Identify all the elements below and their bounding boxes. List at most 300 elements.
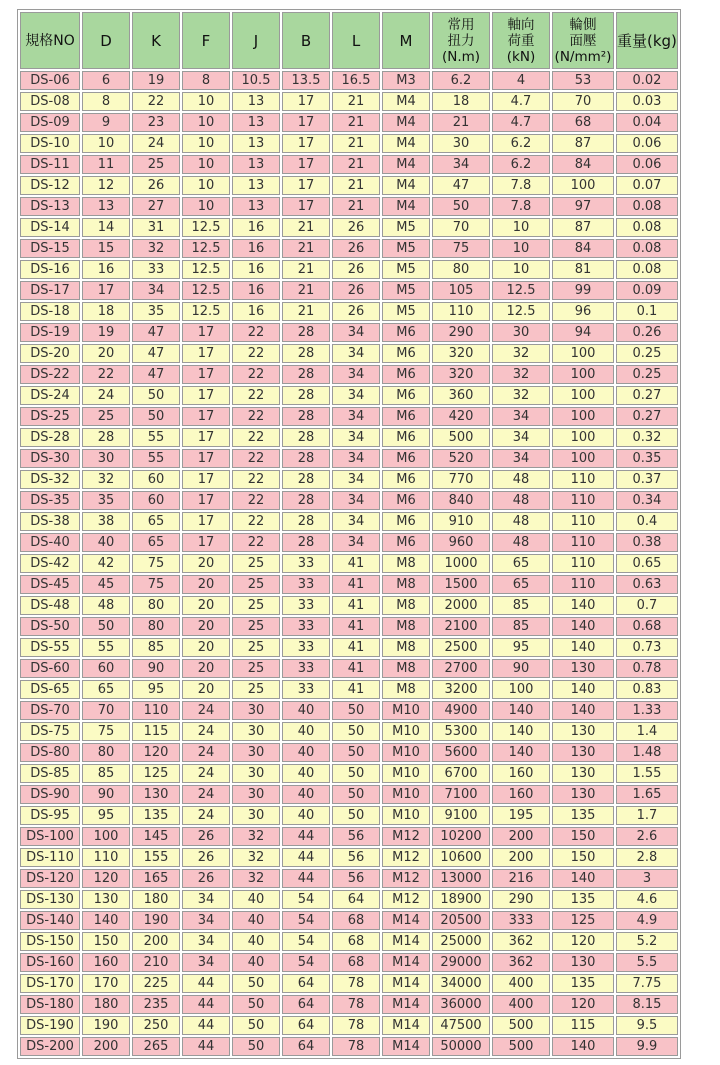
cell-side-pressure: 125 [552, 911, 614, 930]
cell-side-pressure: 110 [552, 470, 614, 489]
cell-b: 17 [282, 92, 330, 111]
cell-k: 130 [132, 785, 180, 804]
cell-weight: 0.37 [616, 470, 678, 489]
cell-torque: 75 [432, 239, 490, 258]
cell-spec-no: DS-40 [20, 533, 80, 552]
cell-f: 24 [182, 743, 230, 762]
cell-weight: 9.9 [616, 1037, 678, 1056]
cell-axial-load: 65 [492, 554, 550, 573]
cell-d: 12 [82, 176, 130, 195]
cell-weight: 0.07 [616, 176, 678, 195]
cell-k: 34 [132, 281, 180, 300]
cell-m: M4 [382, 176, 430, 195]
table-row [20, 512, 678, 531]
cell-d: 130 [82, 890, 130, 909]
cell-side-pressure: 70 [552, 92, 614, 111]
cell-spec-no: DS-17 [20, 281, 80, 300]
cell-j: 30 [232, 701, 280, 720]
cell-j: 16 [232, 218, 280, 237]
cell-side-pressure: 100 [552, 449, 614, 468]
cell-f: 10 [182, 155, 230, 174]
table-row [20, 1016, 678, 1035]
cell-weight: 0.08 [616, 239, 678, 258]
cell-j: 25 [232, 596, 280, 615]
cell-d: 50 [82, 617, 130, 636]
cell-b: 28 [282, 533, 330, 552]
cell-spec-no: DS-28 [20, 428, 80, 447]
cell-axial-load: 216 [492, 869, 550, 888]
cell-spec-no: DS-24 [20, 386, 80, 405]
cell-m: M6 [382, 386, 430, 405]
cell-k: 265 [132, 1037, 180, 1056]
cell-axial-load: 10 [492, 218, 550, 237]
cell-f: 10 [182, 197, 230, 216]
cell-axial-load: 160 [492, 785, 550, 804]
cell-m: M8 [382, 680, 430, 699]
cell-axial-load: 48 [492, 512, 550, 531]
table-row [20, 491, 678, 510]
cell-weight: 0.09 [616, 281, 678, 300]
cell-weight: 0.08 [616, 218, 678, 237]
cell-axial-load: 362 [492, 953, 550, 972]
cell-l: 50 [332, 785, 380, 804]
cell-spec-no: DS-16 [20, 260, 80, 279]
cell-d: 9 [82, 113, 130, 132]
cell-b: 33 [282, 575, 330, 594]
cell-axial-load: 90 [492, 659, 550, 678]
cell-j: 25 [232, 617, 280, 636]
cell-spec-no: DS-15 [20, 239, 80, 258]
cell-b: 28 [282, 491, 330, 510]
cell-b: 28 [282, 449, 330, 468]
cell-m: M4 [382, 155, 430, 174]
cell-b: 21 [282, 218, 330, 237]
cell-k: 190 [132, 911, 180, 930]
cell-side-pressure: 120 [552, 995, 614, 1014]
cell-weight: 0.7 [616, 596, 678, 615]
cell-f: 17 [182, 344, 230, 363]
cell-torque: 21 [432, 113, 490, 132]
cell-m: M6 [382, 407, 430, 426]
cell-l: 41 [332, 659, 380, 678]
cell-axial-load: 500 [492, 1037, 550, 1056]
cell-torque: 34000 [432, 974, 490, 993]
cell-j: 22 [232, 323, 280, 342]
header-l: L [332, 12, 380, 69]
cell-spec-no: DS-60 [20, 659, 80, 678]
cell-weight: 1.4 [616, 722, 678, 741]
cell-k: 200 [132, 932, 180, 951]
table-row [20, 407, 678, 426]
cell-l: 21 [332, 155, 380, 174]
cell-axial-load: 6.2 [492, 155, 550, 174]
cell-d: 200 [82, 1037, 130, 1056]
cell-d: 30 [82, 449, 130, 468]
cell-l: 21 [332, 176, 380, 195]
cell-f: 20 [182, 575, 230, 594]
cell-l: 34 [332, 449, 380, 468]
cell-m: M8 [382, 575, 430, 594]
cell-torque: 50000 [432, 1037, 490, 1056]
cell-l: 50 [332, 806, 380, 825]
cell-m: M14 [382, 953, 430, 972]
cell-weight: 1.55 [616, 764, 678, 783]
cell-m: M6 [382, 470, 430, 489]
cell-l: 41 [332, 596, 380, 615]
cell-weight: 2.6 [616, 827, 678, 846]
cell-weight: 1.7 [616, 806, 678, 825]
cell-j: 13 [232, 176, 280, 195]
cell-k: 23 [132, 113, 180, 132]
cell-torque: 910 [432, 512, 490, 531]
cell-spec-no: DS-170 [20, 974, 80, 993]
cell-spec-no: DS-190 [20, 1016, 80, 1035]
cell-spec-no: DS-13 [20, 197, 80, 216]
cell-j: 40 [232, 953, 280, 972]
cell-side-pressure: 68 [552, 113, 614, 132]
cell-axial-load: 34 [492, 428, 550, 447]
cell-f: 10 [182, 113, 230, 132]
cell-f: 20 [182, 659, 230, 678]
cell-f: 10 [182, 92, 230, 111]
cell-weight: 1.33 [616, 701, 678, 720]
cell-d: 10 [82, 134, 130, 153]
cell-torque: 1000 [432, 554, 490, 573]
cell-j: 22 [232, 344, 280, 363]
cell-b: 21 [282, 239, 330, 258]
cell-l: 50 [332, 743, 380, 762]
cell-torque: 30 [432, 134, 490, 153]
cell-k: 19 [132, 71, 180, 90]
cell-k: 235 [132, 995, 180, 1014]
cell-f: 20 [182, 554, 230, 573]
cell-j: 22 [232, 386, 280, 405]
cell-j: 22 [232, 470, 280, 489]
cell-d: 20 [82, 344, 130, 363]
cell-side-pressure: 140 [552, 701, 614, 720]
cell-k: 80 [132, 596, 180, 615]
cell-weight: 0.4 [616, 512, 678, 531]
cell-m: M6 [382, 428, 430, 447]
cell-spec-no: DS-10 [20, 134, 80, 153]
cell-m: M4 [382, 113, 430, 132]
table-row [20, 533, 678, 552]
cell-j: 32 [232, 827, 280, 846]
table-row [20, 764, 678, 783]
cell-side-pressure: 110 [552, 512, 614, 531]
cell-f: 17 [182, 533, 230, 552]
cell-f: 12.5 [182, 239, 230, 258]
cell-torque: 10200 [432, 827, 490, 846]
cell-weight: 0.83 [616, 680, 678, 699]
cell-torque: 500 [432, 428, 490, 447]
cell-weight: 0.27 [616, 386, 678, 405]
cell-weight: 0.38 [616, 533, 678, 552]
cell-j: 16 [232, 281, 280, 300]
cell-f: 10 [182, 176, 230, 195]
cell-torque: 18900 [432, 890, 490, 909]
cell-f: 20 [182, 617, 230, 636]
cell-j: 30 [232, 785, 280, 804]
cell-b: 40 [282, 743, 330, 762]
table-row [20, 239, 678, 258]
cell-d: 140 [82, 911, 130, 930]
cell-b: 44 [282, 827, 330, 846]
cell-l: 41 [332, 680, 380, 699]
cell-spec-no: DS-14 [20, 218, 80, 237]
cell-weight: 1.65 [616, 785, 678, 804]
table-row [20, 155, 678, 174]
cell-side-pressure: 120 [552, 932, 614, 951]
cell-j: 50 [232, 1037, 280, 1056]
table-row [20, 827, 678, 846]
cell-l: 68 [332, 932, 380, 951]
cell-f: 17 [182, 512, 230, 531]
cell-weight: 0.26 [616, 323, 678, 342]
cell-spec-no: DS-130 [20, 890, 80, 909]
cell-j: 30 [232, 764, 280, 783]
cell-f: 17 [182, 428, 230, 447]
cell-l: 34 [332, 491, 380, 510]
cell-f: 17 [182, 323, 230, 342]
cell-f: 12.5 [182, 281, 230, 300]
cell-m: M6 [382, 512, 430, 531]
cell-b: 40 [282, 722, 330, 741]
cell-axial-load: 6.2 [492, 134, 550, 153]
cell-l: 26 [332, 239, 380, 258]
cell-m: M5 [382, 239, 430, 258]
cell-side-pressure: 110 [552, 575, 614, 594]
cell-axial-load: 362 [492, 932, 550, 951]
cell-axial-load: 32 [492, 344, 550, 363]
cell-weight: 0.63 [616, 575, 678, 594]
cell-b: 33 [282, 638, 330, 657]
cell-l: 56 [332, 869, 380, 888]
table-row [20, 449, 678, 468]
cell-torque: 420 [432, 407, 490, 426]
header-torque [432, 12, 490, 69]
table-body [20, 71, 678, 1056]
cell-axial-load: 195 [492, 806, 550, 825]
cell-axial-load: 30 [492, 323, 550, 342]
cell-torque: 110 [432, 302, 490, 321]
cell-k: 50 [132, 386, 180, 405]
cell-axial-load: 65 [492, 575, 550, 594]
cell-m: M4 [382, 92, 430, 111]
cell-side-pressure: 87 [552, 134, 614, 153]
cell-weight: 0.06 [616, 155, 678, 174]
cell-axial-load: 140 [492, 722, 550, 741]
cell-side-pressure: 140 [552, 1037, 614, 1056]
table-row [20, 281, 678, 300]
cell-d: 24 [82, 386, 130, 405]
cell-b: 54 [282, 932, 330, 951]
header-j: J [232, 12, 280, 69]
cell-d: 150 [82, 932, 130, 951]
cell-b: 28 [282, 386, 330, 405]
cell-k: 80 [132, 617, 180, 636]
cell-weight: 0.65 [616, 554, 678, 573]
cell-torque: 5600 [432, 743, 490, 762]
table-row [20, 218, 678, 237]
cell-side-pressure: 96 [552, 302, 614, 321]
cell-k: 60 [132, 470, 180, 489]
cell-d: 48 [82, 596, 130, 615]
cell-b: 33 [282, 659, 330, 678]
cell-b: 54 [282, 953, 330, 972]
cell-j: 13 [232, 197, 280, 216]
cell-torque: 7100 [432, 785, 490, 804]
cell-axial-load: 10 [492, 239, 550, 258]
cell-j: 30 [232, 806, 280, 825]
header-side-pressure [552, 12, 614, 69]
cell-axial-load: 200 [492, 848, 550, 867]
cell-b: 40 [282, 701, 330, 720]
cell-axial-load: 85 [492, 596, 550, 615]
table-row [20, 260, 678, 279]
cell-l: 50 [332, 722, 380, 741]
cell-weight: 0.08 [616, 197, 678, 216]
table-row [20, 701, 678, 720]
cell-m: M5 [382, 260, 430, 279]
cell-torque: 3200 [432, 680, 490, 699]
cell-spec-no: DS-80 [20, 743, 80, 762]
cell-d: 15 [82, 239, 130, 258]
cell-b: 33 [282, 596, 330, 615]
cell-side-pressure: 150 [552, 827, 614, 846]
cell-torque: 6.2 [432, 71, 490, 90]
cell-l: 16.5 [332, 71, 380, 90]
cell-b: 64 [282, 995, 330, 1014]
cell-k: 50 [132, 407, 180, 426]
cell-b: 21 [282, 260, 330, 279]
cell-axial-load: 48 [492, 533, 550, 552]
cell-f: 44 [182, 1037, 230, 1056]
cell-side-pressure: 87 [552, 218, 614, 237]
table-row [20, 470, 678, 489]
cell-spec-no: DS-50 [20, 617, 80, 636]
cell-j: 13 [232, 134, 280, 153]
cell-f: 20 [182, 680, 230, 699]
cell-axial-load: 200 [492, 827, 550, 846]
cell-axial-load: 12.5 [492, 281, 550, 300]
cell-f: 24 [182, 701, 230, 720]
header-row [20, 12, 678, 69]
cell-b: 44 [282, 848, 330, 867]
cell-spec-no: DS-38 [20, 512, 80, 531]
cell-torque: 50 [432, 197, 490, 216]
cell-j: 22 [232, 491, 280, 510]
cell-d: 25 [82, 407, 130, 426]
cell-k: 26 [132, 176, 180, 195]
cell-j: 13 [232, 113, 280, 132]
cell-d: 60 [82, 659, 130, 678]
cell-m: M10 [382, 764, 430, 783]
cell-j: 30 [232, 743, 280, 762]
header-pressure-line-1: 輪側 [569, 16, 597, 33]
cell-l: 41 [332, 575, 380, 594]
cell-f: 34 [182, 953, 230, 972]
cell-k: 155 [132, 848, 180, 867]
cell-d: 160 [82, 953, 130, 972]
cell-l: 34 [332, 428, 380, 447]
cell-side-pressure: 150 [552, 848, 614, 867]
cell-spec-no: DS-48 [20, 596, 80, 615]
cell-torque: 34 [432, 155, 490, 174]
cell-side-pressure: 84 [552, 155, 614, 174]
cell-k: 145 [132, 827, 180, 846]
cell-k: 24 [132, 134, 180, 153]
cell-spec-no: DS-20 [20, 344, 80, 363]
cell-weight: 5.5 [616, 953, 678, 972]
table-row [20, 743, 678, 762]
cell-weight: 0.34 [616, 491, 678, 510]
cell-axial-load: 100 [492, 680, 550, 699]
cell-side-pressure: 84 [552, 239, 614, 258]
cell-weight: 0.02 [616, 71, 678, 90]
cell-weight: 0.35 [616, 449, 678, 468]
cell-spec-no: DS-30 [20, 449, 80, 468]
cell-b: 17 [282, 155, 330, 174]
table-row [20, 617, 678, 636]
cell-k: 60 [132, 491, 180, 510]
cell-k: 95 [132, 680, 180, 699]
cell-m: M3 [382, 71, 430, 90]
cell-side-pressure: 140 [552, 638, 614, 657]
table-row [20, 575, 678, 594]
cell-f: 34 [182, 932, 230, 951]
cell-side-pressure: 135 [552, 974, 614, 993]
cell-axial-load: 12.5 [492, 302, 550, 321]
table-row [20, 659, 678, 678]
header-pressure-line-3: (N/mm²) [554, 48, 612, 65]
cell-l: 34 [332, 407, 380, 426]
cell-l: 34 [332, 386, 380, 405]
cell-d: 100 [82, 827, 130, 846]
cell-f: 24 [182, 764, 230, 783]
cell-spec-no: DS-32 [20, 470, 80, 489]
cell-d: 22 [82, 365, 130, 384]
cell-k: 31 [132, 218, 180, 237]
table-row [20, 596, 678, 615]
cell-m: M4 [382, 134, 430, 153]
cell-spec-no: DS-100 [20, 827, 80, 846]
cell-weight: 0.73 [616, 638, 678, 657]
cell-weight: 0.1 [616, 302, 678, 321]
cell-axial-load: 7.8 [492, 176, 550, 195]
cell-d: 11 [82, 155, 130, 174]
cell-f: 10 [182, 134, 230, 153]
cell-d: 40 [82, 533, 130, 552]
cell-torque: 25000 [432, 932, 490, 951]
cell-j: 30 [232, 722, 280, 741]
cell-d: 42 [82, 554, 130, 573]
cell-axial-load: 333 [492, 911, 550, 930]
cell-torque: 520 [432, 449, 490, 468]
cell-torque: 2500 [432, 638, 490, 657]
cell-j: 16 [232, 260, 280, 279]
cell-l: 50 [332, 764, 380, 783]
cell-l: 26 [332, 302, 380, 321]
cell-j: 50 [232, 995, 280, 1014]
cell-weight: 0.06 [616, 134, 678, 153]
cell-m: M5 [382, 281, 430, 300]
cell-j: 22 [232, 533, 280, 552]
header-m: M [382, 12, 430, 69]
cell-m: M6 [382, 533, 430, 552]
cell-side-pressure: 140 [552, 596, 614, 615]
cell-b: 17 [282, 197, 330, 216]
